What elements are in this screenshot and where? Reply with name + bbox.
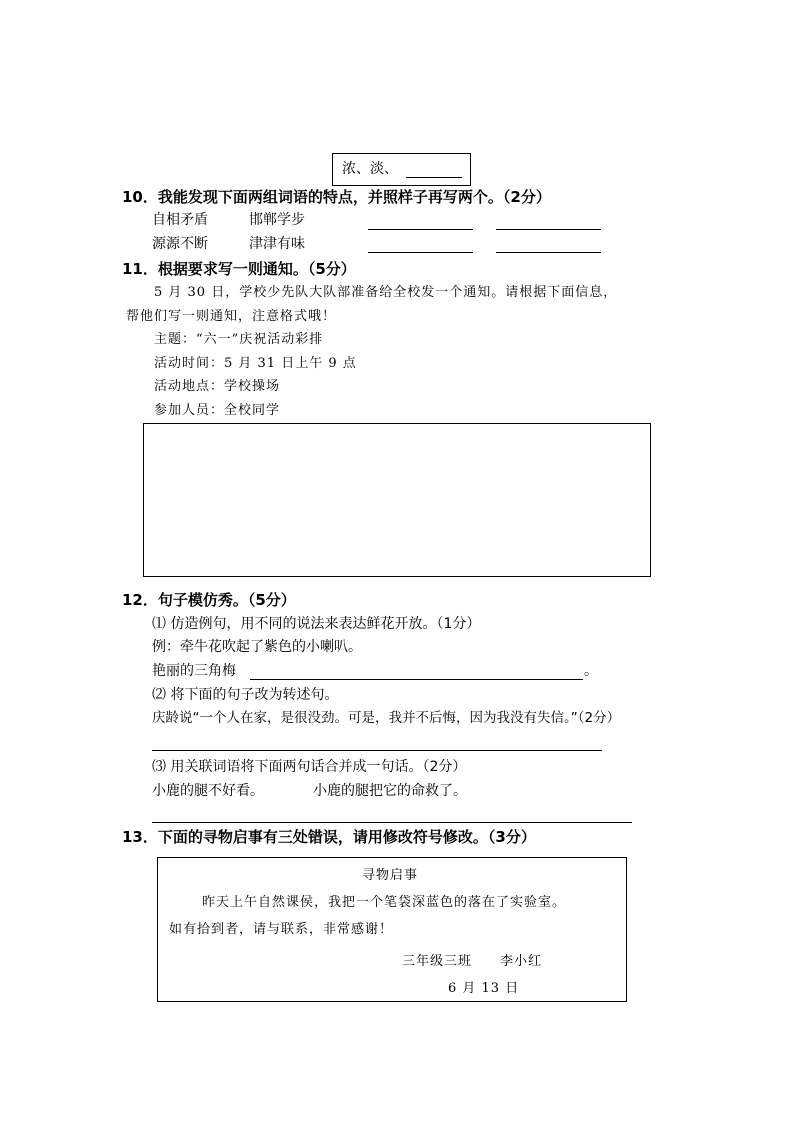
top-word-blank[interactable] [406, 177, 462, 178]
q11-place: 活动地点：学校操场 [154, 379, 281, 394]
q12-part-2: ⑵ 将下面的句子改为转述句。 [152, 687, 339, 703]
q12-answer-line-2[interactable] [152, 750, 602, 751]
q13-notice-line-2: 如有拾到者，请与联系，非常感谢！ [169, 922, 394, 937]
q13-title: 13．下面的寻物启事有三处错误，请用修改符号修改。（3分） [122, 828, 536, 846]
q11-time: 活动时间：5 月 31 日上午 9 点 [154, 356, 357, 371]
q10-word-3: 源源不断 [152, 236, 208, 252]
q12-sentence-2: 小鹿的腿把它的命救了。 [313, 783, 467, 799]
q11-intro-line-1: 5 月 30 日，学校少先队大队部准备给全校发一个通知。请根据下面信息， [154, 285, 618, 300]
q12-period: 。 [584, 663, 598, 679]
q12-answer-line-3[interactable] [152, 822, 632, 823]
q13-notice-title: 寻物启事 [362, 868, 419, 883]
q10-word-4: 津津有味 [249, 236, 305, 252]
q11-theme: 主题：“六一”庆祝活动彩排 [154, 332, 324, 347]
q12-quote: 庆龄说“一个人在家，是很没劲。可是，我并不后悔，因为我没有失信。”（2分） [152, 710, 621, 726]
q10-answer-blank-3[interactable] [368, 252, 473, 253]
q13-notice-line-1: 昨天上午自然课侯，我把一个笔袋深蓝色的落在了实验室。 [202, 895, 567, 910]
q13-notice-date: 6 月 13 日 [448, 981, 520, 996]
q12-title: 12．句子模仿秀。（5分） [122, 591, 296, 609]
q10-title: 10．我能发现下面两组词语的特点，并照样子再写两个。（2分） [122, 188, 551, 206]
q10-answer-blank-4[interactable] [496, 252, 601, 253]
q12-sentence-1: 小鹿的腿不好看。 [152, 783, 264, 799]
q13-notice-signature: 三年级三班 李小红 [402, 954, 543, 969]
q10-answer-blank-1[interactable] [368, 229, 473, 230]
q10-word-1: 自相矛盾 [152, 212, 208, 228]
top-word-text: 浓、淡、 [342, 161, 398, 177]
q11-people: 参加人员：全校同学 [154, 403, 281, 418]
q11-title: 11．根据要求写一则通知。（5分） [122, 260, 356, 278]
q11-intro-line-2: 帮他们写一则通知，注意格式哦！ [126, 309, 337, 324]
q12-answer-line-1[interactable] [250, 679, 583, 680]
q12-part-3: ⑶ 用关联词语将下面两句话合并成一句话。（2分） [152, 759, 467, 775]
q11-writing-box[interactable] [143, 423, 651, 577]
q10-answer-blank-2[interactable] [496, 229, 601, 230]
q12-prompt: 艳丽的三角梅 [152, 663, 236, 679]
q12-example: 例：牵牛花吹起了紫色的小喇叭。 [152, 639, 362, 655]
q12-part-1: ⑴ 仿造例句，用不同的说法来表达鲜花开放。（1分） [152, 616, 481, 632]
q10-word-2: 邯郸学步 [249, 212, 305, 228]
